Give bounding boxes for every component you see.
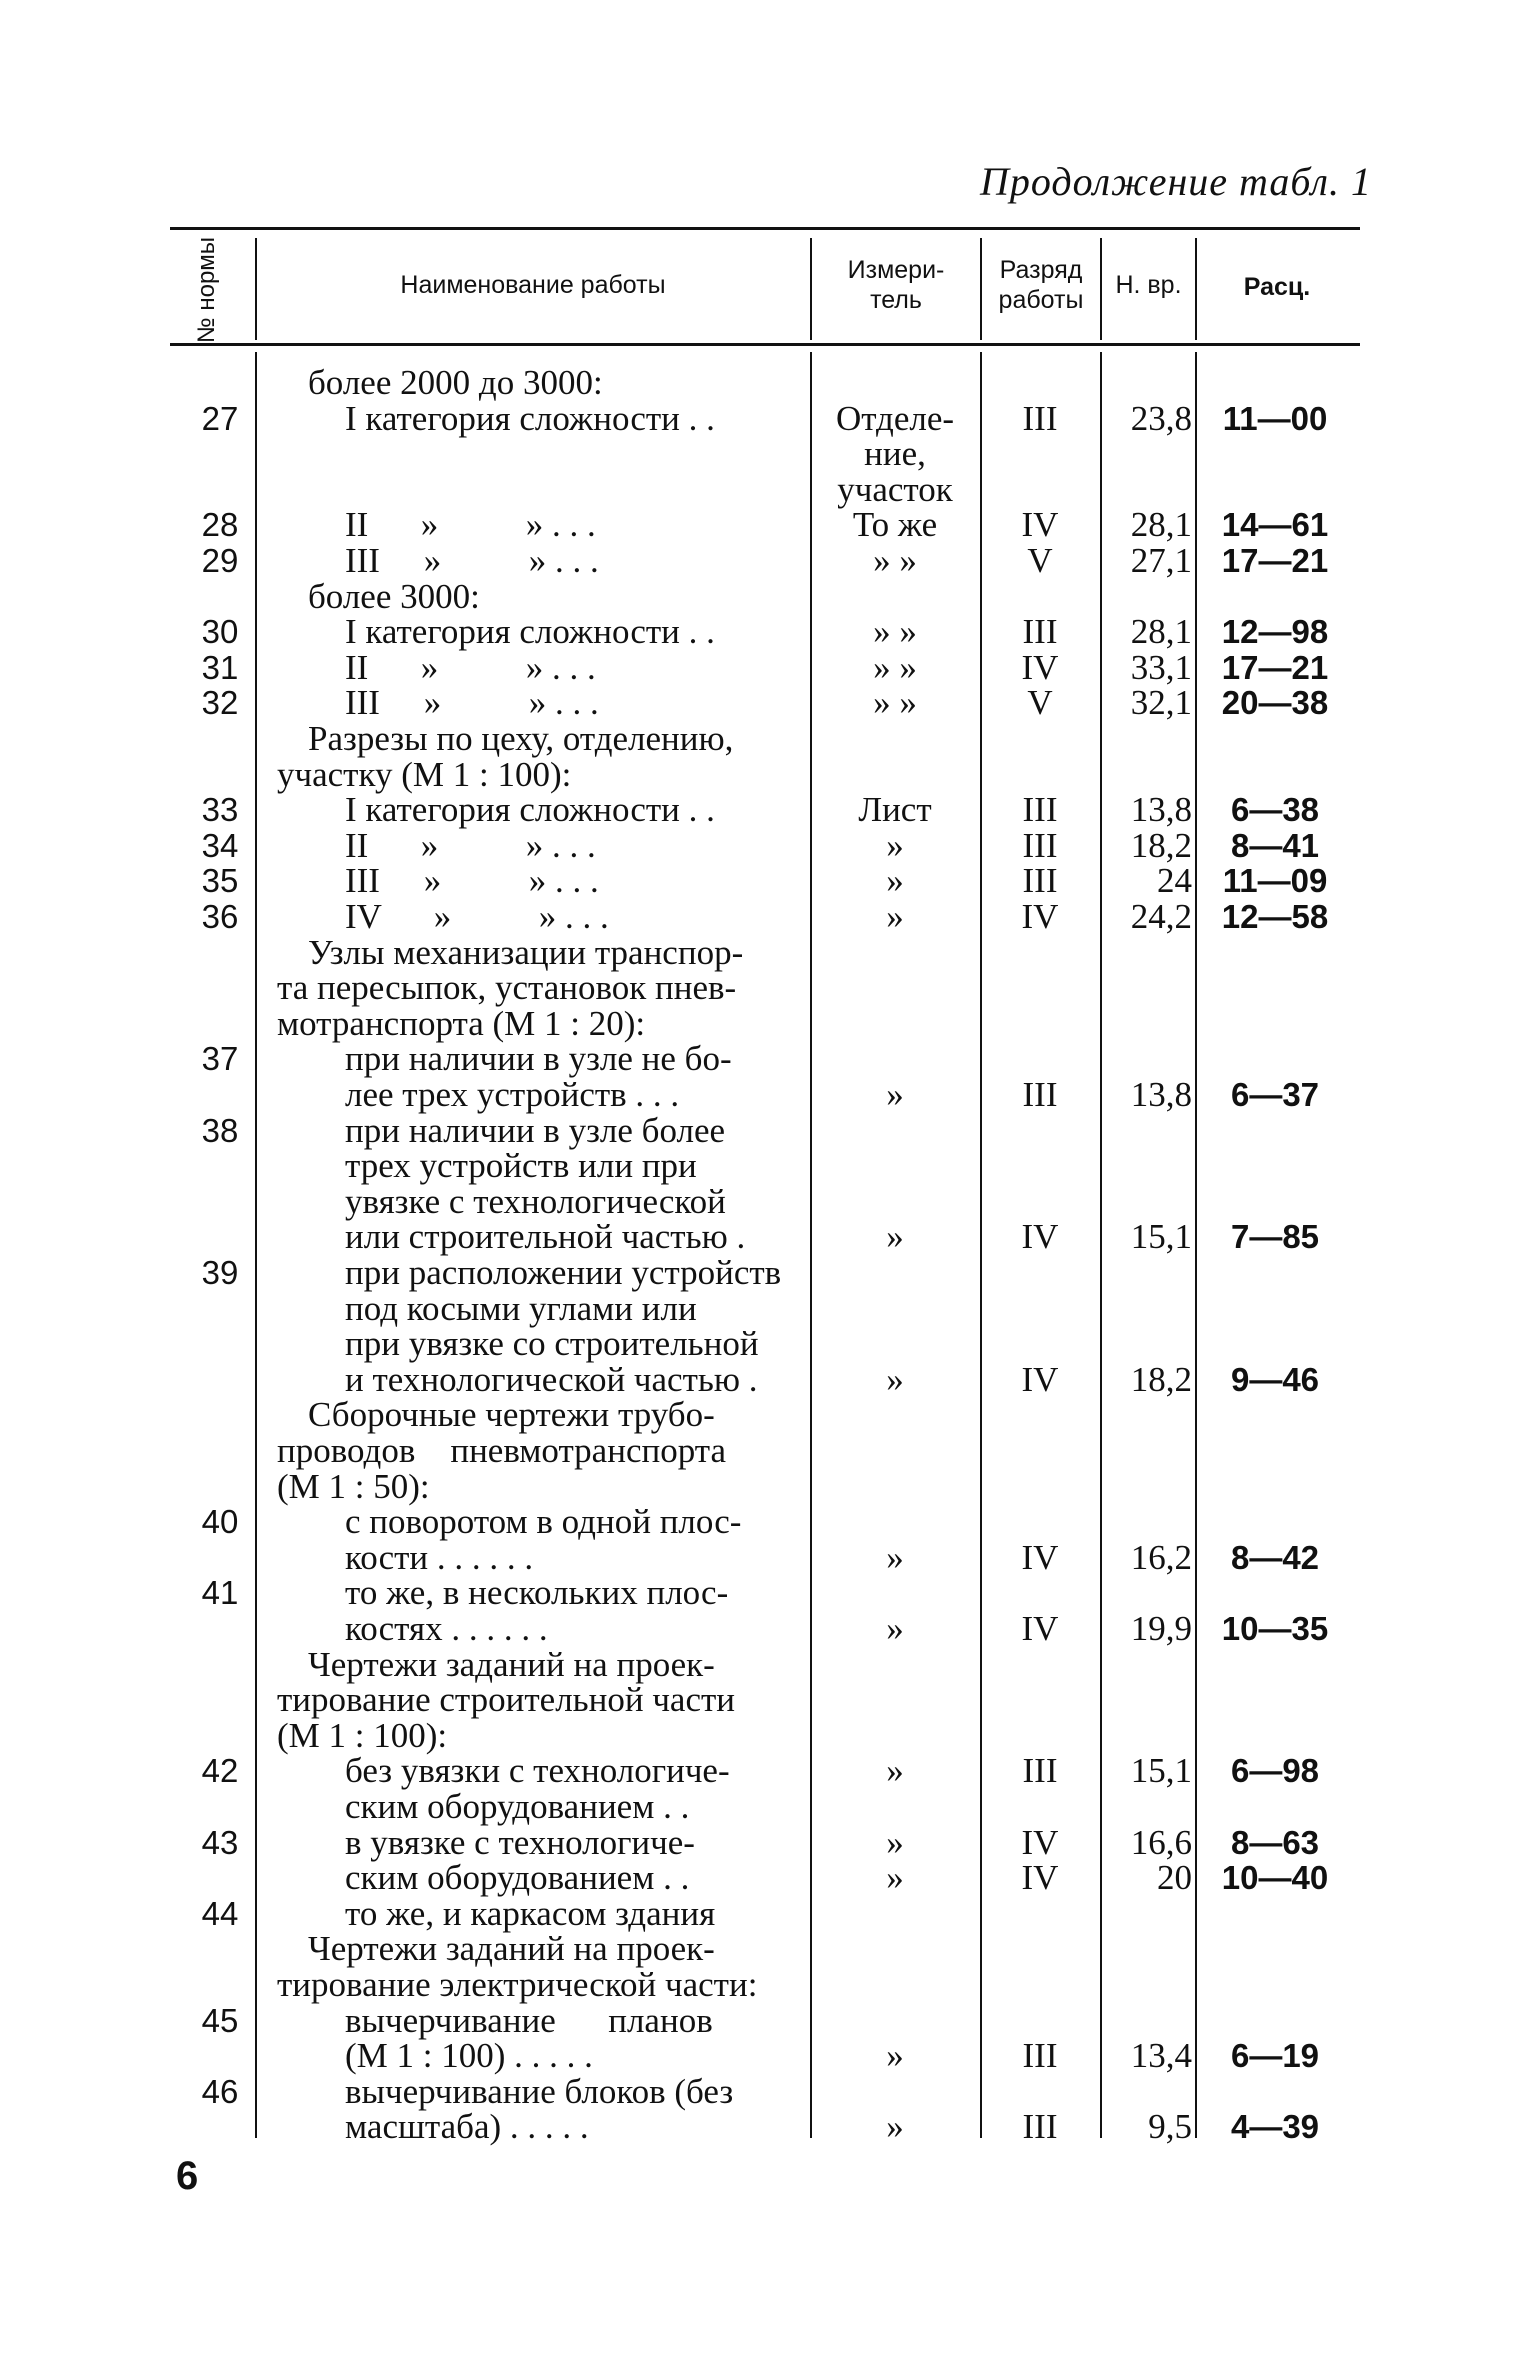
table-row [0, 1219, 1535, 1255]
rate: 6—19 [1230, 2037, 1320, 2075]
norm-time: 24,2 [1130, 897, 1192, 936]
table-row [0, 685, 1535, 721]
norm-number: 45 [201, 2001, 239, 2039]
work-name: при наличии в узле более [345, 1110, 726, 1150]
unit-of-measure: » » [873, 647, 917, 687]
header-name: Наименование работы [400, 271, 666, 299]
norm-time: 9,5 [1148, 2107, 1192, 2147]
work-name: увязке с технологической [345, 1181, 726, 1221]
work-name: костях . . . . . . [345, 1609, 548, 1648]
work-name: ским оборудованием . . [345, 1787, 690, 1826]
work-name: III » » . . . [345, 541, 599, 580]
norm-number: 44 [201, 1894, 239, 1932]
work-name: более 2000 до 3000: [308, 363, 603, 402]
unit-of-measure: » [886, 2107, 904, 2147]
work-grade: III [1022, 612, 1058, 652]
header-norm [160, 236, 255, 344]
unit-of-measure: » [886, 861, 904, 901]
work-name: вычерчивание блоков (без [345, 2071, 734, 2111]
work-grade: IV [1021, 505, 1059, 545]
work-grade: IV [1021, 1359, 1059, 1399]
work-name: II » » . . . [345, 505, 596, 545]
work-name: IV » » . . . [345, 897, 609, 936]
work-grade: IV [1021, 647, 1059, 687]
unit-of-measure: » [886, 1075, 904, 1114]
work-name: без увязки с технологиче- [345, 1751, 730, 1791]
norm-number: 43 [201, 1823, 239, 1861]
work-grade: III [1022, 1751, 1058, 1791]
norm-number: 42 [201, 1752, 239, 1790]
norm-number: 33 [201, 791, 239, 829]
work-name: или строительной частью . [345, 1217, 746, 1257]
norm-time: 13,8 [1130, 790, 1192, 830]
work-name: I категория сложности . . [345, 790, 715, 830]
rate: 12—98 [1221, 613, 1329, 651]
work-grade: IV [1021, 1609, 1059, 1648]
work-name: при расположении устройств [345, 1253, 782, 1292]
table-row [0, 1575, 1535, 1611]
work-name: и технологической частью . [345, 1359, 758, 1399]
work-grade: III [1022, 790, 1058, 830]
table-row [0, 970, 1535, 1006]
rate: 4—39 [1230, 2108, 1320, 2146]
table-row [0, 1860, 1535, 1896]
work-name: тирование электрической части: [277, 1965, 758, 2004]
table-row [0, 792, 1535, 828]
work-name: то же, и каркасом здания [345, 1893, 716, 1933]
unit-of-measure: » [886, 1609, 904, 1648]
work-grade: IV [1021, 1217, 1059, 1257]
norm-time: 18,2 [1130, 825, 1192, 865]
work-name: под косыми углами или [345, 1288, 697, 1328]
work-grade: III [1022, 2107, 1058, 2147]
header-bottom-rule [170, 343, 1360, 346]
work-grade: V [1027, 541, 1053, 580]
unit-of-measure: » » [873, 612, 917, 652]
table-row [0, 1181, 1535, 1221]
norm-number: 30 [201, 613, 239, 651]
norm-number: 29 [201, 542, 239, 579]
table-row [0, 899, 1535, 935]
rate: 6—98 [1230, 1752, 1320, 1790]
norm-time: 28,1 [1130, 612, 1192, 652]
table-row [0, 1537, 1535, 1577]
unit-of-measure: » » [873, 683, 917, 723]
header-grade: Разряд работы [998, 256, 1084, 314]
table-row [0, 1682, 1535, 1718]
norm-number: 40 [201, 1503, 239, 1541]
table-row [0, 1110, 1535, 1150]
unit-of-measure: » [886, 2036, 904, 2076]
work-name: та пересыпок, установок пнев- [277, 968, 737, 1008]
unit-of-measure: ние, [864, 434, 926, 474]
norm-number: 34 [201, 826, 239, 864]
table-row [0, 2000, 1535, 2040]
norm-time: 20 [1157, 1858, 1192, 1898]
table-row [0, 1359, 1535, 1399]
work-name: ским оборудованием . . [345, 1858, 690, 1898]
rate: 8—42 [1230, 1538, 1320, 1576]
table-row [0, 647, 1535, 687]
work-name: мотранспорта (М 1 : 20): [277, 1003, 646, 1043]
table-row [0, 1466, 1535, 1506]
table-row [0, 1931, 1535, 1967]
table-row [0, 576, 1535, 616]
table-row [0, 1893, 1535, 1933]
work-name: I категория сложности . . [345, 612, 715, 652]
table-row [0, 507, 1535, 543]
rate: 17—21 [1221, 648, 1329, 686]
work-name: Узлы механизации транспор- [308, 932, 744, 972]
table-row [0, 469, 1535, 509]
norm-number: 27 [201, 399, 239, 437]
rate: 8—41 [1230, 826, 1320, 864]
rate: 6—38 [1230, 791, 1320, 829]
work-name: лее трех устройств . . . [345, 1075, 680, 1114]
table-row [0, 1753, 1535, 1789]
table-row [0, 1715, 1535, 1755]
norm-number: 32 [201, 684, 239, 722]
norm-time: 18,2 [1130, 1359, 1192, 1399]
table-row [0, 614, 1535, 650]
table-row [0, 1822, 1535, 1862]
work-grade: IV [1021, 1858, 1059, 1898]
table-row [0, 1326, 1535, 1362]
work-grade: IV [1021, 1822, 1059, 1862]
table-row [0, 398, 1535, 438]
top-rule [170, 227, 1360, 230]
table-row [0, 1255, 1535, 1291]
column-divider [255, 238, 257, 340]
table-row [0, 863, 1535, 899]
work-name: (М 1 : 100) . . . . . [345, 2036, 593, 2076]
work-grade: III [1022, 1075, 1058, 1114]
unit-of-measure: участок [837, 469, 953, 509]
table-row [0, 543, 1535, 579]
unit-of-measure: То же [852, 505, 938, 545]
norm-time: 13,4 [1130, 2036, 1192, 2076]
work-grade: III [1022, 861, 1058, 901]
table-row [0, 1288, 1535, 1328]
norm-time: 13,8 [1130, 1075, 1192, 1114]
norm-number: 38 [201, 1111, 239, 1149]
work-name: Чертежи заданий на проек- [308, 1644, 715, 1684]
work-name: более 3000: [308, 576, 480, 616]
table-row [0, 932, 1535, 972]
norm-number: 35 [201, 862, 239, 900]
rate: 14—61 [1221, 506, 1329, 544]
unit-of-measure: » [886, 1217, 904, 1257]
norm-time: 32,1 [1130, 683, 1192, 723]
unit-of-measure: » [886, 1751, 904, 1791]
work-name: (М 1 : 50): [277, 1466, 430, 1506]
table-continuation-caption: Продолжение табл. 1 [979, 159, 1372, 204]
table-row [0, 1041, 1535, 1077]
work-name: вычерчивание планов [345, 2000, 713, 2040]
norm-time: 19,9 [1130, 1609, 1192, 1648]
rate: 11—09 [1222, 862, 1328, 900]
norm-time: 15,1 [1130, 1217, 1192, 1257]
norm-time: 23,8 [1130, 398, 1192, 438]
work-name: III » » . . . [345, 861, 599, 901]
work-grade: III [1022, 398, 1058, 438]
table-row [0, 436, 1535, 472]
table-row [0, 2071, 1535, 2111]
table-row [0, 1077, 1535, 1113]
table-row [0, 1789, 1535, 1825]
work-name: Разрезы по цеху, отделению, [308, 719, 734, 758]
work-name: Чертежи заданий на проек- [308, 1929, 715, 1969]
work-name: при наличии в узле не бо- [345, 1039, 732, 1079]
work-grade: V [1027, 683, 1053, 723]
norm-number: 28 [201, 506, 239, 544]
work-name: Сборочные чертежи трубо- [308, 1395, 715, 1435]
table-row [0, 1967, 1535, 2003]
work-name: трех устройств или при [345, 1146, 697, 1186]
table-row [0, 2038, 1535, 2074]
norm-number: 36 [201, 898, 239, 935]
rate: 7—85 [1230, 1218, 1320, 1256]
work-name: то же, в нескольких плос- [345, 1573, 729, 1613]
work-name: III » » . . . [345, 683, 599, 723]
header-norm-label: № нормы [193, 236, 221, 344]
norm-time: 16,2 [1130, 1537, 1192, 1577]
norm-time: 16,6 [1130, 1822, 1192, 1862]
table-row [0, 1611, 1535, 1647]
table-row [0, 1397, 1535, 1433]
header-pay: Расц. [1243, 273, 1311, 301]
table-row [0, 1433, 1535, 1469]
rate: 6—37 [1230, 1076, 1320, 1113]
table-row [0, 365, 1535, 401]
table-row [0, 1148, 1535, 1184]
unit-of-measure: » [886, 1537, 904, 1577]
unit-of-measure: » » [873, 541, 917, 580]
rate: 11—00 [1222, 399, 1328, 437]
unit-of-measure: » [886, 1359, 904, 1399]
table-row [0, 754, 1535, 794]
work-name: I категория сложности . . [345, 398, 715, 438]
work-name: масштаба) . . . . . [345, 2107, 589, 2147]
table-row [0, 2109, 1535, 2145]
norm-number: 31 [201, 648, 239, 686]
work-name: (М 1 : 100): [277, 1715, 448, 1755]
norm-number: 46 [201, 2072, 239, 2110]
work-name: при увязке со строительной [345, 1324, 759, 1364]
work-grade: III [1022, 825, 1058, 865]
rate: 9—46 [1230, 1360, 1320, 1398]
work-grade: III [1022, 2036, 1058, 2076]
work-name: II » » . . . [345, 647, 596, 687]
work-grade: IV [1021, 897, 1059, 936]
rate: 17—21 [1221, 542, 1329, 579]
norm-time: 28,1 [1130, 505, 1192, 545]
rate: 12—58 [1221, 898, 1329, 935]
rate: 10—35 [1221, 1610, 1329, 1647]
table-row [0, 825, 1535, 865]
norm-number: 37 [201, 1040, 239, 1078]
work-name: II » » . . . [345, 825, 596, 865]
page-number: 6 [176, 2154, 199, 2198]
norm-time: 15,1 [1130, 1751, 1192, 1791]
rate: 10—40 [1221, 1859, 1329, 1897]
work-name: с поворотом в одной плос- [345, 1502, 742, 1542]
norm-time: 27,1 [1130, 541, 1192, 580]
table-row [0, 1644, 1535, 1684]
work-name: проводов пневмотранспорта [277, 1431, 727, 1470]
table-row [0, 1003, 1535, 1043]
work-name: тирование строительной части [277, 1680, 736, 1720]
unit-of-measure: » [886, 825, 904, 865]
norm-time: 33,1 [1130, 647, 1192, 687]
work-name: участку (М 1 : 100): [277, 754, 572, 794]
unit-of-measure: Лист [858, 790, 932, 830]
rate: 20—38 [1221, 684, 1329, 722]
unit-of-measure: » [886, 1822, 904, 1862]
work-name: кости . . . . . . [345, 1537, 534, 1577]
unit-of-measure: » [886, 897, 904, 936]
table-row [0, 721, 1535, 757]
header-time: Н. вр. [1115, 271, 1182, 299]
norm-number: 39 [201, 1254, 239, 1291]
norm-number: 41 [201, 1574, 239, 1612]
norm-time: 24 [1157, 861, 1192, 901]
rate: 8—63 [1230, 1823, 1320, 1861]
unit-of-measure: » [886, 1858, 904, 1898]
work-grade: IV [1021, 1537, 1059, 1577]
work-name: в увязке с технологиче- [345, 1822, 695, 1862]
unit-of-measure: Отделе- [835, 398, 955, 438]
header-unit: Измери- тель [847, 256, 945, 314]
table-row [0, 1504, 1535, 1540]
